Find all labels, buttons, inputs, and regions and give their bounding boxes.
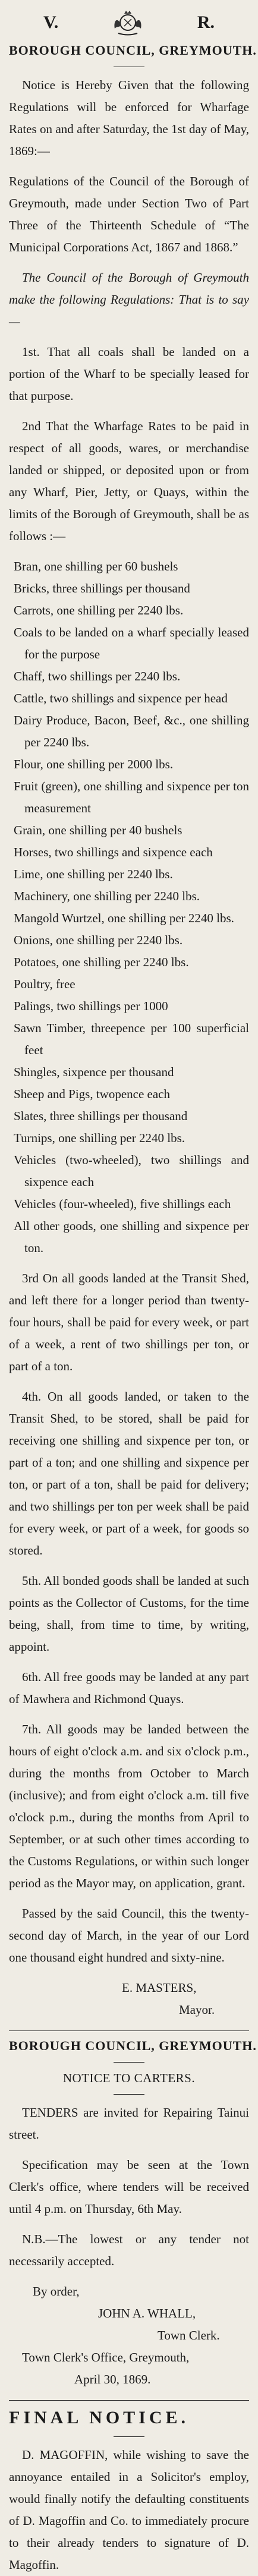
royal-header bbox=[9, 8, 249, 37]
divider bbox=[9, 2030, 249, 2031]
header-letter-v: V. bbox=[43, 12, 59, 32]
schedule-item: Machinery, one shilling per 2240 lbs. bbox=[14, 889, 200, 903]
notice3-heading: FINAL NOTICE. bbox=[9, 2408, 190, 2427]
passed-statement: Passed by the said Council, this the twenty-second day of March, in the year of our Lord one thousand eight hundred and sixty-nine. bbox=[9, 1906, 249, 1965]
regulation-3: 3rd On all goods landed at the Transit Shed, and left there for a longer period than twenty-four hours, shall be paid for every week, or part of a week, a rent of two shillings per ton, or part of a ton. bbox=[9, 1271, 249, 1373]
schedule-item: Poultry, free bbox=[14, 977, 75, 991]
divider bbox=[9, 2400, 249, 2401]
regulation-2: 2nd That the Wharfage Rates to be paid in respect of all goods, wares, or merchandise landed or shipped, or deposited upon or from any Wharf, Pier, Jetty, or Quays, within the limits of the Borough of Greymouth, shall be as follows :— bbox=[9, 419, 249, 543]
mayor-signature: E. MASTERS, bbox=[122, 1981, 197, 1995]
notice3-body: D. MAGOFFIN, while wishing to save the annoyance entailed in a Solicitor's employ, would finally notify the defaulting constituents of D. Magoffin and Co. to immediately procure to their already tenders to signature of D. Magoffin. bbox=[9, 2448, 249, 2572]
schedule-item: Turnips, one shilling per 2240 lbs. bbox=[14, 1131, 185, 1145]
divider bbox=[114, 2094, 144, 2095]
schedule-item: Potatoes, one shilling per 2240 lbs. bbox=[14, 955, 189, 969]
notice2-heading: BOROUGH COUNCIL, GREYMOUTH. bbox=[9, 2038, 257, 2053]
regulation-1: 1st. That all coals shall be landed on a portion of the Wharf to be specially leased for that purpose. bbox=[9, 345, 249, 403]
notice1-intro: Notice is Hereby Given that the following Regulations will be enforced for Wharfage Rates on and after Saturday, the 1st day of May, 1869:— bbox=[9, 78, 249, 158]
mayor-title: Mayor. bbox=[179, 2003, 215, 2017]
schedule-item: Vehicles (two-wheeled), two shillings and sixpence each bbox=[14, 1153, 249, 1189]
schedule-item: Mangold Wurtzel, one shilling per 2240 lbs. bbox=[14, 911, 234, 925]
schedule-item: Flour, one shilling per 2000 lbs. bbox=[14, 757, 174, 771]
notice1-preamble: The Council of the Borough of Greymouth make the following Regulations: That is to say— bbox=[9, 270, 249, 329]
regulation-4: 4th. On all goods landed, or taken to the Transit Shed, to be stored, shall be paid for receiving one shilling and sixpence per ton, or part of a ton; and one shilling and sixpence per ton, or part of a ton, shall be paid for delivery; and two shillings per ton per week shall be paid for every week, or part of a week, for goods so stored. bbox=[9, 1389, 249, 1557]
notice2-subheading: NOTICE TO CARTERS. bbox=[62, 2071, 196, 2085]
by-order: By order, bbox=[33, 2284, 80, 2298]
royal-crest-icon bbox=[111, 8, 144, 37]
divider bbox=[114, 2062, 144, 2063]
schedule-item: Bricks, three shillings per thousand bbox=[14, 581, 190, 595]
schedule-item: Grain, one shilling per 40 bushels bbox=[14, 823, 183, 837]
schedule-item: Fruit (green), one shilling and sixpence per ton measurement bbox=[14, 779, 249, 815]
regulation-7: 7th. All goods may be landed between the hours of eight o'clock a.m. and six o'clock p.m., during the months from October to March (inclusive); and from eight o'clock a.m. till five o'clock p.m., during the months from April to September, or at such other times according to the Customs Regulations, or within such longer period as the Mayor may, on application, grant. bbox=[9, 1722, 249, 1890]
schedule-item: Onions, one shilling per 2240 lbs. bbox=[14, 933, 183, 947]
schedule-item: Vehicles (four-wheeled), five shillings each bbox=[14, 1197, 231, 1211]
divider bbox=[114, 2436, 144, 2437]
schedule-item: Sawn Timber, threepence per 100 superficial feet bbox=[14, 1021, 249, 1057]
schedule-item: Chaff, two shillings per 2240 lbs. bbox=[14, 669, 181, 683]
schedule-item: Coals to be landed on a wharf specially leased for the purpose bbox=[14, 625, 249, 661]
schedule-item: Bran, one shilling per 60 bushels bbox=[14, 559, 178, 573]
wharfage-schedule bbox=[9, 556, 249, 1259]
schedule-item: Cattle, two shillings and sixpence per head bbox=[14, 691, 228, 705]
regulation-6: 6th. All free goods may be landed at any part of Mawhera and Richmond Quays. bbox=[9, 1670, 249, 1706]
clerk-office: Town Clerk's Office, Greymouth, bbox=[22, 2350, 190, 2364]
tender-note: N.B.—The lowest or any tender not necessarily accepted. bbox=[9, 2232, 249, 2268]
schedule-item: Palings, two shillings per 1000 bbox=[14, 999, 168, 1013]
schedule-item: Lime, one shilling per 2240 lbs. bbox=[14, 867, 173, 881]
schedule-item: Horses, two shillings and sixpence each bbox=[14, 845, 213, 859]
notice2-date: April 30, 1869. bbox=[74, 2372, 151, 2386]
schedule-item: Sheep and Pigs, twopence each bbox=[14, 1087, 171, 1101]
notice1-heading: BOROUGH COUNCIL, GREYMOUTH. bbox=[9, 43, 257, 58]
clerk-signature: JOHN A. WHALL, bbox=[98, 2306, 196, 2320]
regulation-5: 5th. All bonded goods shall be landed at such points as the Collector of Customs, for the time being, shall, from time to time, by writing, appoint. bbox=[9, 1574, 249, 1654]
notice1-regulation-title: Regulations of the Council of the Borough of Greymouth, made under Section Two of Part Three of the Thirteenth Schedule of “The Municipal Corporations Act, 1867 and 1868.” bbox=[9, 174, 249, 254]
schedule-item: Slates, three shillings per thousand bbox=[14, 1109, 188, 1123]
schedule-item: Dairy Produce, Bacon, Beef, &c., one shilling per 2240 lbs. bbox=[14, 713, 249, 749]
schedule-item: Carrots, one shilling per 2240 lbs. bbox=[14, 603, 184, 617]
schedule-item: All other goods, one shilling and sixpence per ton. bbox=[14, 1219, 249, 1255]
header-letter-r: R. bbox=[197, 12, 215, 32]
schedule-item: Shingles, sixpence per thousand bbox=[14, 1065, 174, 1079]
tender-specification: Specification may be seen at the Town Clerk's office, where tenders will be received until 4 p.m. on Thursday, 6th May. bbox=[9, 2158, 249, 2216]
tender-invitation: TENDERS are invited for Repairing Tainui street. bbox=[9, 2105, 249, 2142]
clerk-title: Town Clerk. bbox=[158, 2328, 220, 2342]
